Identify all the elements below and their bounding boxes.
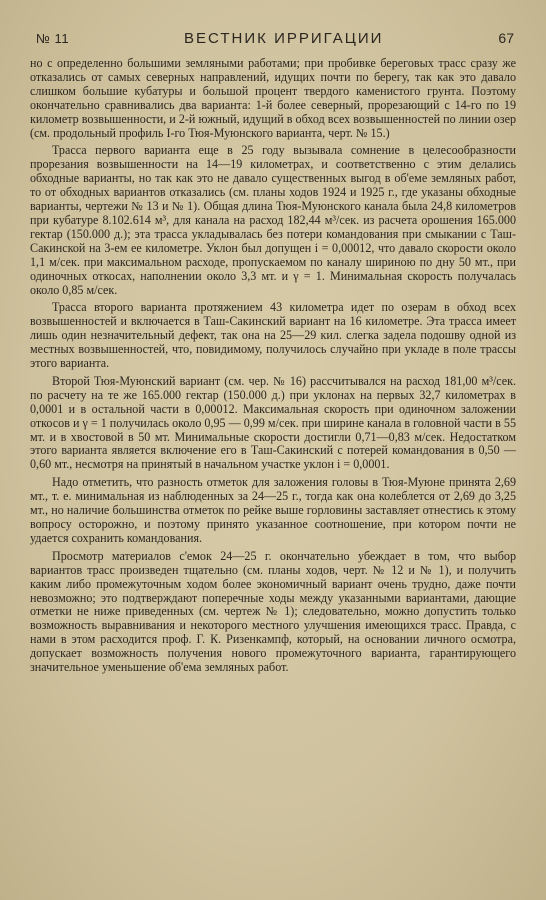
paragraph-4: Второй Тюя-Муюнский вариант (см. чер. № 16) рассчитывался на расход 181,00 м³/сек. по расчету на те же 165.000 гектар (150.000 д.) при уклонах на первых 32,7 километрах в 0,0001 и в остальной части в 0,00012. Максимальная скорость при одиночном заложении откосов и γ = 1 получилась около 0,95 — 0,99 м/сек. при ширине канала в головной части в 55 мт. и в хвостовой в 50 мт. Минимальные скорости достигли 0,71—0,83 м/сек. Недостатком этого варианта является включение его в Таш-Сакинский с потерей командования в 0,50 —0,60 мт., несмотря на принятый в начальном участке уклон i = 0,0001.: [30, 373, 516, 472]
article-body: [24, 57, 520, 675]
paragraph-5: Надо отметить, что разность отметок для заложения головы в Тюя-Муюне принята 2,69 мт., т. е. минимальная из наблюденных за 24—25 г., тогда как она колеблется от 2,69 до 3,25 мт., но наличие большинства отметок по рейке выше горловины заставляет отнестись к этому вопросу осторожно, и поэтому принято указанное соотношение, при котором почти не удается сохранить командования.: [30, 475, 516, 545]
page-header: [24, 30, 520, 47]
issue-number: № 11: [36, 31, 70, 46]
page-number: 67: [498, 30, 514, 46]
journal-title: ВЕСТНИК ИРРИГАЦИИ: [184, 30, 384, 47]
paragraph-6: Просмотр материалов с'емок 24—25 г. окончательно убеждает в том, что выбор вариантов трасс произведен тщательно (см. планы ходов, черт. № 12 и № 1), и получить каким либо промежуточным ходом более экономичный вариант очень трудно, даже почти невозможно; это подтверждают поперечные ходы между указанными вариантами, дающие отметки не ниже приведенных (см. чертеж № 1); следовательно, можно допустить только возможность выравнивания и некоторого местного улучшения имеющихся трасс. Правда, с нами в этом расходится проф. Г. К. Ризенкампф, который, на основании личного осмотра, допускает возможность получения нового промежуточного варианта, гарантирующего значительное уменьшение об'ема земляных работ.: [30, 548, 516, 675]
paragraph-3: Трасса второго варианта протяжением 43 километра идет по озерам в обход всех возвышенностей и включается в Таш-Сакинский вариант на 16 километре. Эта трасса имеет лишь один незначительный дефект, так она на 25—29 кил. слегка задела подошву одной из местных возвышенностей, что, повидимому, получилось случайно при укладе в поле трассы этого варианта.: [30, 300, 516, 371]
paragraph-2: Трасса первого варианта еще в 25 году вызывала сомнение в целесообразности прорезания возвышенности на 14—19 километрах, и соответственно с этим делались обходные варианты, но так как это не давало существенных выгод в об'еме земляных работ, то от обходных вариантов отказались (см. планы ходов 1924 и 1925 г., где указаны обходные варианты, чертежи № 13 и № 1). Общая длина Тюя-Муюнского канала была 24,8 километров при кубатуре 8.102.614 м³, для канала на расход 182,44 м³/сек. из расчета орошения 165.000 гектар (150.000 д.); эта трасса укладывалась без потери командования при смыкании с Таш-Сакинской на 3-ем ее километре. Уклон был допущен i = 0,00012, что давало скорости около 1,1 м/сек. при максимальном расходе, пропускаемом по каналу шириною по дну 50 мт., при одиночных откосах, наполнении около 3,3 мт. и γ = 1. Минимальная скорость получалась около 0,85 м/сек.: [30, 143, 516, 297]
paragraph-1: но с определенно большими земляными работами; при пробивке береговых трасс сразу же отказались от самых северных направлений, идущих почти по берегу, так как это давало слишком большие кубатуры и большой процент твердого каменистого грунта. Поэтому окончательно сравнивались два варианта: 1-й более северный, прорезающий с 14-го по 19 километр возвышенности, и 2-й южный, идущий в обход всех возвышенностей по линии озер (см. продольный профиль I-го Тюя-Муюнского варианта, черт. № 15.): [30, 56, 516, 140]
